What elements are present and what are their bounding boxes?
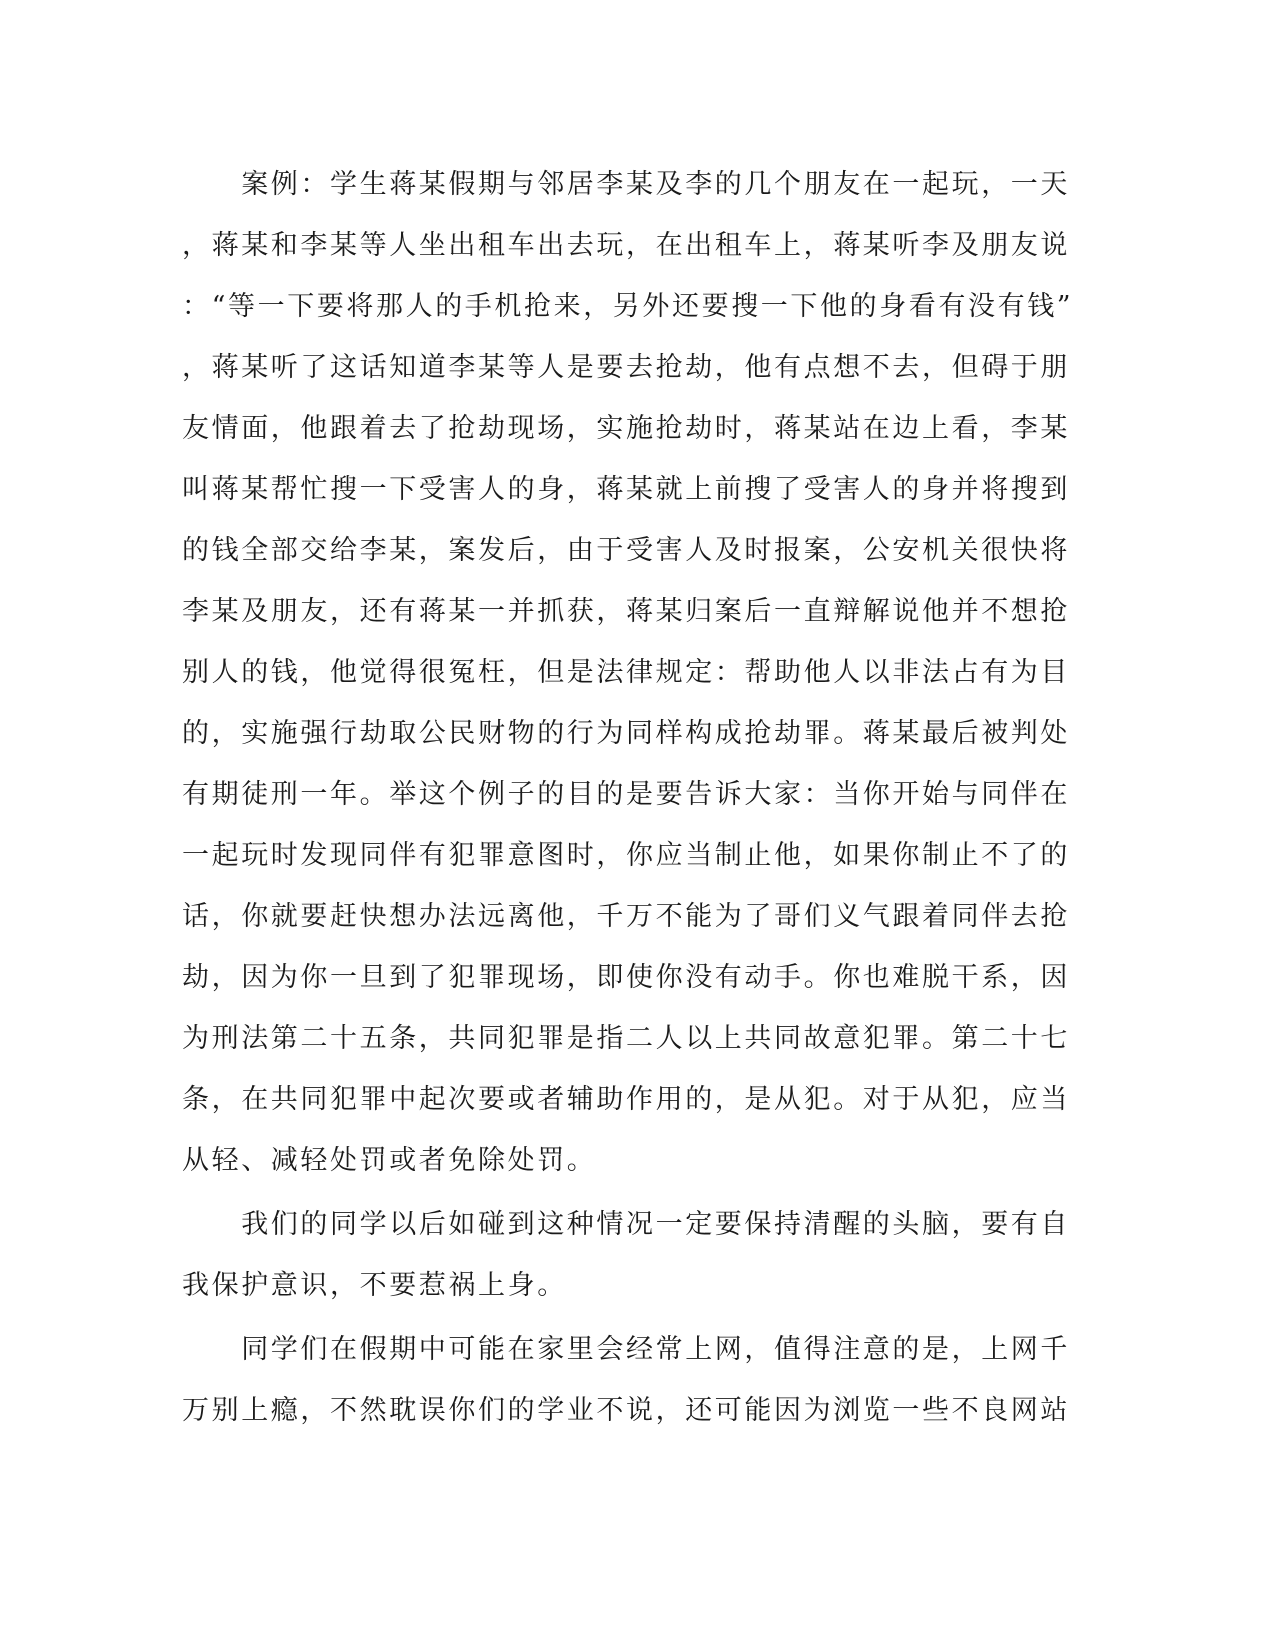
paragraph-case-example [182, 154, 1074, 1191]
text-line: 同学们在假期中可能在家里会经常上网，值得注意的是，上网千 [182, 1334, 1070, 1365]
document-body [182, 154, 1074, 1441]
text-line: ：“等一下要将那人的手机抢来，另外还要搜一下他的身看有没有钱” [182, 291, 1074, 322]
text-line: 话，你就要赶快想办法远离他，千万不能为了哥们义气跟着同伴去抢 [182, 901, 1070, 932]
text-line: 友情面，他跟着去了抢劫现场，实施抢劫时，蒋某站在边上看，李某 [182, 413, 1070, 444]
text-line: 叫蒋某帮忙搜一下受害人的身，蒋某就上前搜了受害人的身并将搜到 [182, 474, 1070, 505]
text-line: 条，在共同犯罪中起次要或者辅助作用的，是从犯。对于从犯，应当 [182, 1084, 1070, 1115]
text-line: 万别上瘾，不然耽误你们的学业不说，还可能因为浏览一些不良网站 [182, 1395, 1070, 1426]
text-line: 李某及朋友，还有蒋某一并抓获，蒋某归案后一直辩解说他并不想抢 [182, 596, 1070, 627]
text-line: 一起玩时发现同伴有犯罪意图时，你应当制止他，如果你制止不了的 [182, 840, 1070, 871]
paragraph-advice [182, 1194, 1070, 1316]
text-line: 的，实施强行劫取公民财物的行为同样构成抢劫罪。蒋某最后被判处 [182, 718, 1070, 749]
text-line: ，蒋某听了这话知道李某等人是要去抢劫，他有点想不去，但碍于朋 [182, 352, 1070, 383]
text-line: 为刑法第二十五条，共同犯罪是指二人以上共同故意犯罪。第二十七 [182, 1023, 1070, 1054]
text-line: 的钱全部交给李某，案发后，由于受害人及时报案，公安机关很快将 [182, 535, 1070, 566]
paragraph-internet [182, 1319, 1070, 1441]
text-line: 我们的同学以后如碰到这种情况一定要保持清醒的头脑，要有自 [182, 1209, 1070, 1240]
text-line: 我保护意识，不要惹祸上身。 [182, 1270, 567, 1301]
text-line: 有期徒刑一年。举这个例子的目的是要告诉大家：当你开始与同伴在 [182, 779, 1070, 810]
text-line: 劫，因为你一旦到了犯罪现场，即使你没有动手。你也难脱干系，因 [182, 962, 1070, 993]
text-line: 案例：学生蒋某假期与邻居李某及李的几个朋友在一起玩，一天 [182, 169, 1070, 200]
text-line: ，蒋某和李某等人坐出租车出去玩，在出租车上，蒋某听李及朋友说 [182, 230, 1070, 261]
text-line: 别人的钱，他觉得很冤枉，但是法律规定：帮助他人以非法占有为目 [182, 657, 1070, 688]
text-line: 从轻、减轻处罚或者免除处罚。 [182, 1145, 597, 1176]
